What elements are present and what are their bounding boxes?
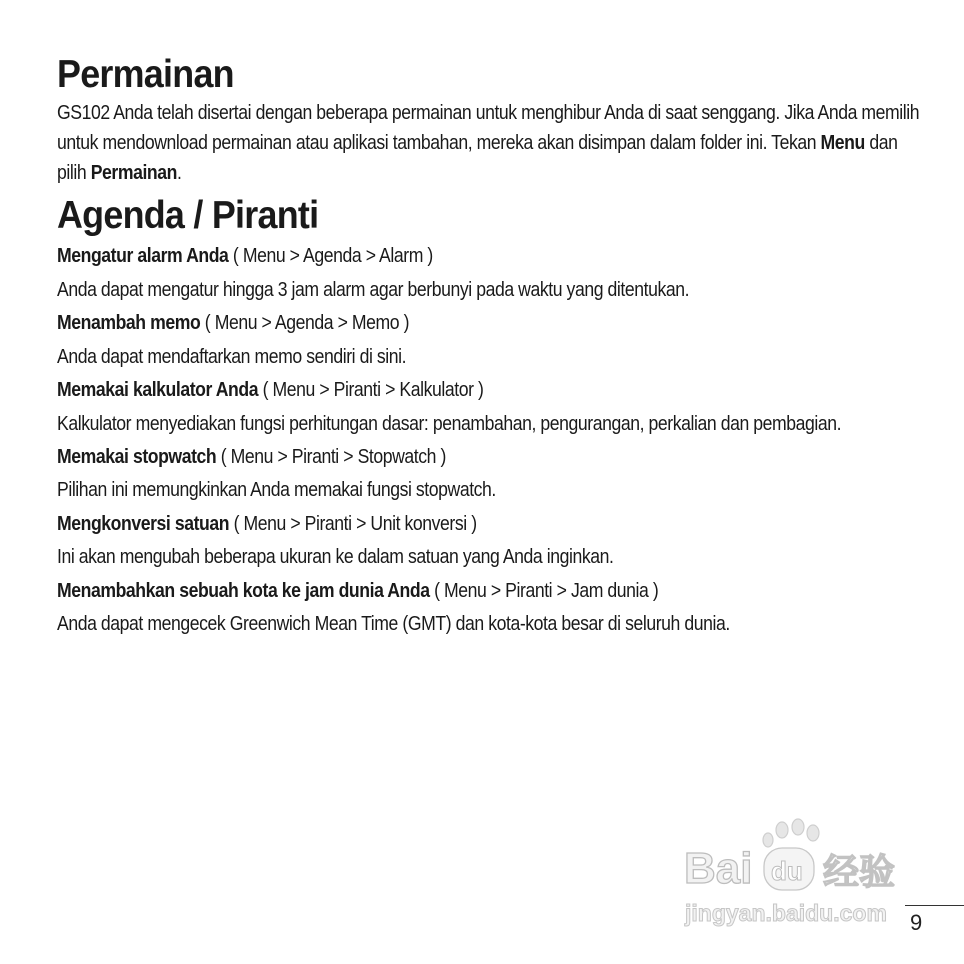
page-number: 9 bbox=[910, 910, 923, 935]
item-description: Anda dapat mengecek Greenwich Mean Time (GMT) dan kota-kota besar di seluruh dunia. bbox=[57, 612, 730, 635]
item-description: Kalkulator menyediakan fungsi perhitungan dasar: penambahan, pengurangan, perkalian dan pembagian. bbox=[57, 411, 842, 435]
baidu-watermark-logo bbox=[682, 818, 912, 930]
item-title-line bbox=[57, 507, 805, 541]
item-description: Ini akan mengubah beberapa ukuran ke dalam satuan yang Anda inginkan. bbox=[57, 545, 614, 568]
item-title: Menambah memo bbox=[57, 311, 201, 334]
bold-menu: Menu bbox=[820, 131, 865, 154]
footer-rule bbox=[905, 905, 964, 906]
item-title: Menambahkan sebuah kota ke jam dunia Anda bbox=[57, 578, 430, 602]
paragraph-text-3: . bbox=[176, 161, 182, 184]
paragraph-permainan bbox=[57, 98, 926, 188]
heading-permainan: Permainan bbox=[57, 53, 234, 96]
watermark-logo-text: Bai bbox=[684, 844, 753, 893]
item-title-line bbox=[57, 373, 805, 407]
heading-agenda-piranti: Agenda / Piranti bbox=[57, 194, 319, 237]
item-description: Anda dapat mengatur hingga 3 jam alarm agar berbunyi pada waktu yang ditentukan. bbox=[57, 277, 690, 301]
paw-icon bbox=[763, 819, 819, 847]
paragraph-text-2: dan pilih bbox=[57, 131, 898, 184]
paragraph-text-1: GS102 Anda telah disertai dengan beberapa permainan untuk menghibur Anda di saat senggang. Jika Anda memilih untuk mendownload permainan atau aplikasi tambahan, mereka akan disimpan dalam folder ini. Tekan bbox=[57, 101, 920, 154]
item-path: ( Menu > Piranti > Kalkulator ) bbox=[258, 378, 484, 401]
item-path: ( Menu > Piranti > Stopwatch ) bbox=[216, 444, 446, 468]
item-path: ( Menu > Piranti > Unit konversi ) bbox=[229, 511, 477, 535]
item-title-line bbox=[57, 574, 805, 608]
item-title: Mengatur alarm Anda bbox=[57, 244, 229, 267]
item-path: ( Menu > Agenda > Alarm ) bbox=[228, 244, 433, 267]
bold-permainan: Permainan bbox=[90, 161, 177, 184]
item-title: Mengkonversi satuan bbox=[57, 511, 230, 535]
document-page bbox=[57, 52, 927, 641]
item-title: Memakai stopwatch bbox=[57, 444, 217, 468]
item-title-line bbox=[57, 306, 805, 340]
watermark-url: jingyan.baidu.com bbox=[685, 900, 887, 926]
item-path: ( Menu > Piranti > Jam dunia ) bbox=[429, 578, 659, 602]
item-title-line bbox=[57, 239, 805, 273]
watermark-jingyan-text: 经验 bbox=[823, 852, 896, 893]
item-description: Anda dapat mendaftarkan memo sendiri di sini. bbox=[57, 344, 407, 368]
item-description: Pilihan ini memungkinkan Anda memakai fungsi stopwatch. bbox=[57, 478, 496, 501]
watermark-du-text: du bbox=[771, 856, 803, 886]
item-path: ( Menu > Agenda > Memo ) bbox=[200, 311, 410, 334]
item-title-line bbox=[57, 440, 805, 474]
item-title: Memakai kalkulator Anda bbox=[57, 378, 259, 401]
